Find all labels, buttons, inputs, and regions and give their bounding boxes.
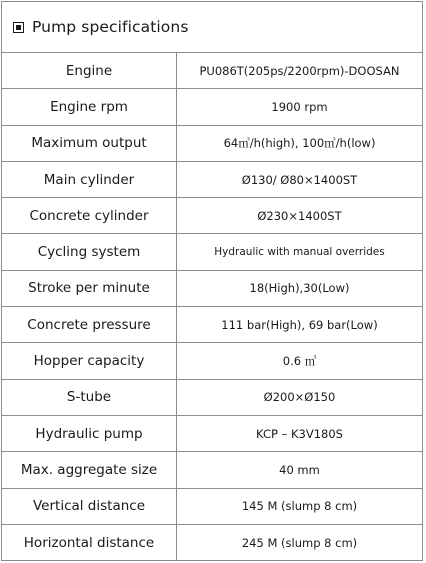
row-label: Concrete cylinder <box>2 198 177 234</box>
row-label: Cycling system <box>2 234 177 270</box>
table-row <box>2 125 423 161</box>
row-value: 1900 rpm <box>177 89 423 125</box>
row-label: Hydraulic pump <box>2 415 177 451</box>
table-row <box>2 343 423 379</box>
row-value: 0.6 ㎥ <box>177 343 423 379</box>
table-row <box>2 198 423 234</box>
row-label: Maximum output <box>2 125 177 161</box>
table-row <box>2 307 423 343</box>
row-label: Stroke per minute <box>2 270 177 306</box>
table-row <box>2 270 423 306</box>
table-row <box>2 53 423 89</box>
table-row <box>2 415 423 451</box>
row-label: Vertical distance <box>2 488 177 524</box>
row-value: 18(High),30(Low) <box>177 270 423 306</box>
row-value: 111 bar(High), 69 bar(Low) <box>177 307 423 343</box>
table-row <box>2 379 423 415</box>
row-value: 40 mm <box>177 452 423 488</box>
row-label: Horizontal distance <box>2 524 177 560</box>
row-label: Main cylinder <box>2 161 177 197</box>
section-header <box>1 1 423 52</box>
table-row <box>2 234 423 270</box>
row-value: 245 M (slump 8 cm) <box>177 524 423 560</box>
row-value: KCP – K3V180S <box>177 415 423 451</box>
section-title: Pump specifications <box>32 18 189 36</box>
table-row <box>2 524 423 560</box>
spec-table <box>1 52 423 561</box>
row-value: PU086T(205ps/2200rpm)-DOOSAN <box>177 53 423 89</box>
table-row <box>2 488 423 524</box>
row-label: Hopper capacity <box>2 343 177 379</box>
table-row <box>2 452 423 488</box>
row-value: Ø230×1400ST <box>177 198 423 234</box>
row-value: Hydraulic with manual overrides <box>177 234 423 270</box>
table-row <box>2 161 423 197</box>
row-value: Ø130/ Ø80×1400ST <box>177 161 423 197</box>
table-row <box>2 89 423 125</box>
row-value: 64㎥/h(high), 100㎥/h(low) <box>177 125 423 161</box>
row-label: Engine rpm <box>2 89 177 125</box>
row-label: S-tube <box>2 379 177 415</box>
row-label: Max. aggregate size <box>2 452 177 488</box>
row-value: 145 M (slump 8 cm) <box>177 488 423 524</box>
row-label: Engine <box>2 53 177 89</box>
row-label: Concrete pressure <box>2 307 177 343</box>
square-bullet-icon <box>13 22 24 33</box>
row-value: Ø200×Ø150 <box>177 379 423 415</box>
